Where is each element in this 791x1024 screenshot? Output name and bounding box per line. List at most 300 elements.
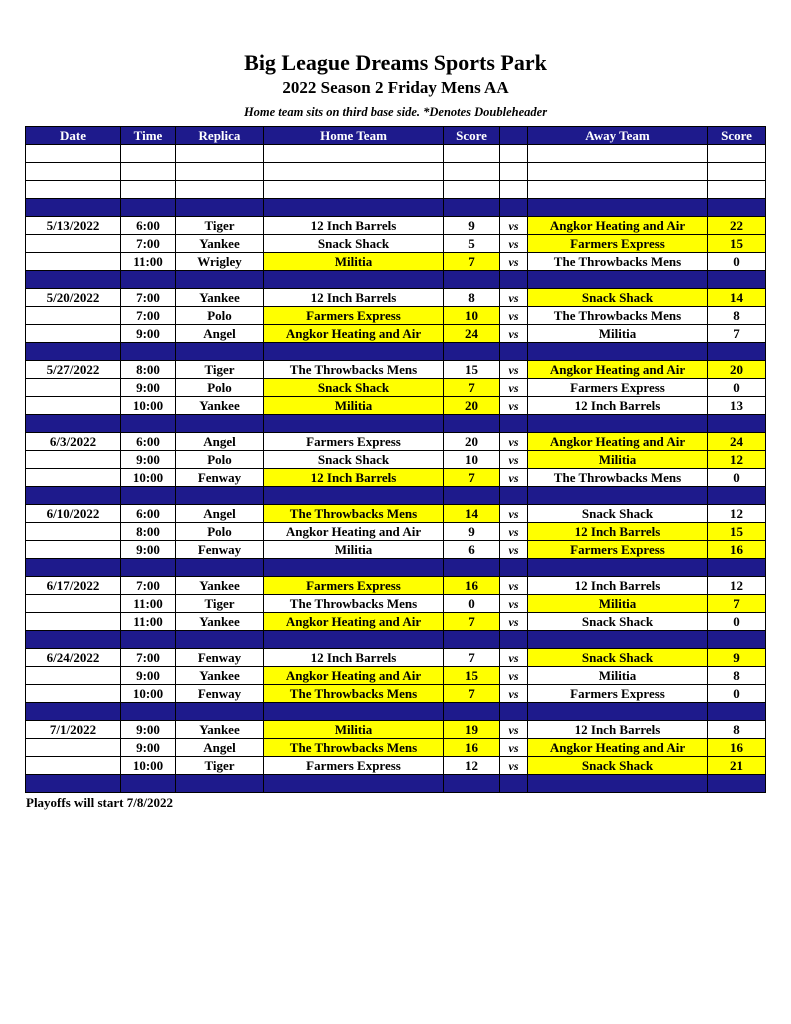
- blank-cell: [121, 181, 176, 199]
- vs-cell: vs: [500, 577, 528, 595]
- time-cell: 6:00: [121, 505, 176, 523]
- replica-cell: Tiger: [176, 361, 264, 379]
- replica-cell: Angel: [176, 325, 264, 343]
- separator-cell: [26, 559, 121, 577]
- away-team-cell: 12 Inch Barrels: [528, 397, 708, 415]
- separator-cell: [121, 703, 176, 721]
- home-score-cell: 16: [444, 739, 500, 757]
- home-score-cell: 12: [444, 757, 500, 775]
- away-score-cell: 7: [708, 325, 766, 343]
- away-team-cell: Angkor Heating and Air: [528, 739, 708, 757]
- replica-cell: Yankee: [176, 577, 264, 595]
- away-team-cell: Militia: [528, 451, 708, 469]
- separator-cell: [444, 343, 500, 361]
- separator-cell: [176, 271, 264, 289]
- time-cell: 10:00: [121, 757, 176, 775]
- away-team-cell: 12 Inch Barrels: [528, 523, 708, 541]
- date-cell: [26, 685, 121, 703]
- date-cell: [26, 235, 121, 253]
- separator-cell: [176, 559, 264, 577]
- home-score-cell: 15: [444, 361, 500, 379]
- home-team-cell: The Throwbacks Mens: [264, 685, 444, 703]
- away-score-cell: 15: [708, 523, 766, 541]
- time-cell: 7:00: [121, 649, 176, 667]
- time-cell: 6:00: [121, 433, 176, 451]
- game-row: [26, 685, 766, 703]
- replica-cell: Wrigley: [176, 253, 264, 271]
- replica-cell: Angel: [176, 739, 264, 757]
- blank-cell: [500, 181, 528, 199]
- game-row: [26, 541, 766, 559]
- home-score-cell: 10: [444, 307, 500, 325]
- separator-cell: [264, 703, 444, 721]
- blank-cell: [444, 181, 500, 199]
- separator-cell: [264, 415, 444, 433]
- home-team-cell: Farmers Express: [264, 757, 444, 775]
- game-row: [26, 325, 766, 343]
- separator-cell: [121, 199, 176, 217]
- away-score-cell: 8: [708, 307, 766, 325]
- time-cell: 10:00: [121, 685, 176, 703]
- col-header-away-team: Away Team: [528, 127, 708, 145]
- away-team-cell: Snack Shack: [528, 757, 708, 775]
- separator-cell: [26, 199, 121, 217]
- col-header-vs: [500, 127, 528, 145]
- home-team-cell: The Throwbacks Mens: [264, 505, 444, 523]
- time-cell: 9:00: [121, 667, 176, 685]
- home-score-cell: 7: [444, 379, 500, 397]
- replica-cell: Yankee: [176, 667, 264, 685]
- away-score-cell: 15: [708, 235, 766, 253]
- blank-cell: [176, 163, 264, 181]
- vs-cell: vs: [500, 541, 528, 559]
- home-score-cell: 15: [444, 667, 500, 685]
- separator-cell: [500, 559, 528, 577]
- separator-cell: [121, 487, 176, 505]
- blank-row: [26, 145, 766, 163]
- home-score-cell: 14: [444, 505, 500, 523]
- replica-cell: Yankee: [176, 235, 264, 253]
- away-team-cell: 12 Inch Barrels: [528, 721, 708, 739]
- schedule-body: [26, 145, 766, 793]
- replica-cell: Fenway: [176, 541, 264, 559]
- replica-cell: Yankee: [176, 721, 264, 739]
- separator-cell: [708, 199, 766, 217]
- blank-cell: [500, 145, 528, 163]
- away-team-cell: Militia: [528, 595, 708, 613]
- vs-cell: vs: [500, 361, 528, 379]
- header-row: [26, 127, 766, 145]
- week-separator-row: [26, 343, 766, 361]
- vs-cell: vs: [500, 289, 528, 307]
- time-cell: 11:00: [121, 613, 176, 631]
- vs-cell: vs: [500, 505, 528, 523]
- replica-cell: Fenway: [176, 685, 264, 703]
- game-row: [26, 289, 766, 307]
- week-separator-row: [26, 559, 766, 577]
- home-score-cell: 20: [444, 397, 500, 415]
- game-row: [26, 757, 766, 775]
- time-cell: 9:00: [121, 739, 176, 757]
- time-cell: 11:00: [121, 595, 176, 613]
- date-cell: [26, 757, 121, 775]
- time-cell: 8:00: [121, 523, 176, 541]
- game-row: [26, 505, 766, 523]
- replica-cell: Polo: [176, 307, 264, 325]
- home-team-cell: Angkor Heating and Air: [264, 667, 444, 685]
- home-score-cell: 10: [444, 451, 500, 469]
- home-team-cell: Angkor Heating and Air: [264, 325, 444, 343]
- separator-cell: [528, 199, 708, 217]
- separator-cell: [500, 703, 528, 721]
- date-cell: 6/24/2022: [26, 649, 121, 667]
- replica-cell: Polo: [176, 451, 264, 469]
- col-header-time: Time: [121, 127, 176, 145]
- time-cell: 9:00: [121, 541, 176, 559]
- replica-cell: Polo: [176, 379, 264, 397]
- separator-cell: [528, 271, 708, 289]
- vs-cell: vs: [500, 451, 528, 469]
- time-cell: 9:00: [121, 721, 176, 739]
- blank-row: [26, 181, 766, 199]
- time-cell: 7:00: [121, 307, 176, 325]
- date-cell: [26, 613, 121, 631]
- away-team-cell: The Throwbacks Mens: [528, 307, 708, 325]
- separator-cell: [176, 487, 264, 505]
- game-row: [26, 739, 766, 757]
- home-score-cell: 9: [444, 217, 500, 235]
- date-cell: [26, 397, 121, 415]
- blank-cell: [528, 163, 708, 181]
- col-header-home-team: Home Team: [264, 127, 444, 145]
- separator-cell: [264, 559, 444, 577]
- home-team-cell: Angkor Heating and Air: [264, 613, 444, 631]
- home-score-cell: 19: [444, 721, 500, 739]
- blank-cell: [708, 145, 766, 163]
- home-score-cell: 9: [444, 523, 500, 541]
- home-team-cell: Militia: [264, 721, 444, 739]
- time-cell: 10:00: [121, 397, 176, 415]
- game-row: [26, 253, 766, 271]
- date-cell: [26, 379, 121, 397]
- separator-cell: [121, 559, 176, 577]
- away-team-cell: Farmers Express: [528, 541, 708, 559]
- separator-cell: [121, 415, 176, 433]
- replica-cell: Tiger: [176, 757, 264, 775]
- away-score-cell: 8: [708, 721, 766, 739]
- separator-cell: [444, 775, 500, 793]
- time-cell: 9:00: [121, 451, 176, 469]
- game-row: [26, 451, 766, 469]
- away-score-cell: 0: [708, 685, 766, 703]
- schedule-note: Home team sits on third base side. *Denotes Doubleheader: [243, 105, 548, 119]
- separator-cell: [176, 631, 264, 649]
- separator-cell: [26, 415, 121, 433]
- separator-cell: [444, 271, 500, 289]
- separator-cell: [26, 271, 121, 289]
- blank-cell: [708, 163, 766, 181]
- replica-cell: Polo: [176, 523, 264, 541]
- date-cell: [26, 253, 121, 271]
- home-team-cell: Farmers Express: [264, 577, 444, 595]
- home-team-cell: The Throwbacks Mens: [264, 595, 444, 613]
- blank-cell: [176, 145, 264, 163]
- separator-cell: [528, 415, 708, 433]
- home-team-cell: The Throwbacks Mens: [264, 739, 444, 757]
- vs-cell: vs: [500, 595, 528, 613]
- date-cell: 5/27/2022: [26, 361, 121, 379]
- home-score-cell: 7: [444, 613, 500, 631]
- away-score-cell: 9: [708, 649, 766, 667]
- blank-cell: [444, 145, 500, 163]
- away-team-cell: Farmers Express: [528, 379, 708, 397]
- blank-cell: [176, 181, 264, 199]
- replica-cell: Yankee: [176, 613, 264, 631]
- col-header-date: Date: [26, 127, 121, 145]
- away-team-cell: Farmers Express: [528, 235, 708, 253]
- separator-cell: [444, 559, 500, 577]
- separator-cell: [121, 271, 176, 289]
- away-team-cell: 12 Inch Barrels: [528, 577, 708, 595]
- vs-cell: vs: [500, 235, 528, 253]
- game-row: [26, 433, 766, 451]
- home-score-cell: 7: [444, 253, 500, 271]
- date-cell: [26, 451, 121, 469]
- separator-cell: [528, 559, 708, 577]
- replica-cell: Fenway: [176, 649, 264, 667]
- separator-cell: [708, 631, 766, 649]
- home-team-cell: The Throwbacks Mens: [264, 361, 444, 379]
- away-team-cell: Snack Shack: [528, 289, 708, 307]
- away-score-cell: 0: [708, 379, 766, 397]
- home-team-cell: 12 Inch Barrels: [264, 469, 444, 487]
- home-team-cell: Angkor Heating and Air: [264, 523, 444, 541]
- away-team-cell: The Throwbacks Mens: [528, 253, 708, 271]
- time-cell: 8:00: [121, 361, 176, 379]
- vs-cell: vs: [500, 739, 528, 757]
- home-team-cell: Farmers Express: [264, 307, 444, 325]
- vs-cell: vs: [500, 667, 528, 685]
- week-separator-row: [26, 487, 766, 505]
- away-score-cell: 21: [708, 757, 766, 775]
- replica-cell: Yankee: [176, 397, 264, 415]
- game-row: [26, 379, 766, 397]
- game-row: [26, 667, 766, 685]
- date-cell: [26, 469, 121, 487]
- col-header-away-score: Score: [708, 127, 766, 145]
- separator-cell: [26, 631, 121, 649]
- date-cell: [26, 523, 121, 541]
- away-team-cell: Snack Shack: [528, 649, 708, 667]
- separator-cell: [500, 415, 528, 433]
- game-row: [26, 397, 766, 415]
- date-cell: 6/10/2022: [26, 505, 121, 523]
- separator-cell: [264, 271, 444, 289]
- blank-cell: [528, 145, 708, 163]
- separator-cell: [708, 487, 766, 505]
- separator-cell: [708, 343, 766, 361]
- separator-cell: [444, 631, 500, 649]
- separator-cell: [121, 631, 176, 649]
- blank-cell: [26, 181, 121, 199]
- separator-cell: [444, 487, 500, 505]
- page-title: Big League Dreams Sports Park: [244, 50, 547, 75]
- blank-cell: [121, 163, 176, 181]
- separator-cell: [26, 775, 121, 793]
- date-cell: [26, 307, 121, 325]
- home-team-cell: Snack Shack: [264, 451, 444, 469]
- blank-row: [26, 163, 766, 181]
- separator-cell: [444, 703, 500, 721]
- time-cell: 6:00: [121, 217, 176, 235]
- col-header-home-score: Score: [444, 127, 500, 145]
- vs-cell: vs: [500, 397, 528, 415]
- home-score-cell: 16: [444, 577, 500, 595]
- away-team-cell: Snack Shack: [528, 505, 708, 523]
- replica-cell: Tiger: [176, 217, 264, 235]
- home-team-cell: 12 Inch Barrels: [264, 217, 444, 235]
- separator-cell: [708, 415, 766, 433]
- vs-cell: vs: [500, 379, 528, 397]
- separator-cell: [264, 631, 444, 649]
- date-cell: 7/1/2022: [26, 721, 121, 739]
- time-cell: 7:00: [121, 289, 176, 307]
- separator-cell: [528, 703, 708, 721]
- separator-cell: [176, 199, 264, 217]
- home-team-cell: Farmers Express: [264, 433, 444, 451]
- replica-cell: Yankee: [176, 289, 264, 307]
- separator-cell: [176, 343, 264, 361]
- away-team-cell: Angkor Heating and Air: [528, 217, 708, 235]
- away-team-cell: Angkor Heating and Air: [528, 361, 708, 379]
- date-cell: 5/13/2022: [26, 217, 121, 235]
- home-team-cell: Militia: [264, 397, 444, 415]
- playoffs-footnote: Playoffs will start 7/8/2022: [26, 795, 173, 810]
- home-team-cell: Militia: [264, 541, 444, 559]
- blank-cell: [264, 145, 444, 163]
- away-team-cell: Angkor Heating and Air: [528, 433, 708, 451]
- date-cell: 6/17/2022: [26, 577, 121, 595]
- game-row: [26, 613, 766, 631]
- home-score-cell: 0: [444, 595, 500, 613]
- game-row: [26, 649, 766, 667]
- separator-cell: [708, 775, 766, 793]
- home-team-cell: Militia: [264, 253, 444, 271]
- away-score-cell: 20: [708, 361, 766, 379]
- replica-cell: Fenway: [176, 469, 264, 487]
- vs-cell: vs: [500, 685, 528, 703]
- blank-cell: [708, 181, 766, 199]
- game-row: [26, 361, 766, 379]
- away-score-cell: 12: [708, 505, 766, 523]
- separator-cell: [708, 703, 766, 721]
- blank-cell: [444, 163, 500, 181]
- time-cell: 7:00: [121, 577, 176, 595]
- home-score-cell: 7: [444, 469, 500, 487]
- vs-cell: vs: [500, 433, 528, 451]
- date-cell: 6/3/2022: [26, 433, 121, 451]
- away-score-cell: 8: [708, 667, 766, 685]
- away-score-cell: 16: [708, 739, 766, 757]
- separator-cell: [264, 775, 444, 793]
- date-cell: [26, 325, 121, 343]
- blank-cell: [121, 145, 176, 163]
- separator-cell: [176, 775, 264, 793]
- date-cell: 5/20/2022: [26, 289, 121, 307]
- separator-cell: [708, 559, 766, 577]
- blank-cell: [26, 163, 121, 181]
- time-cell: 9:00: [121, 325, 176, 343]
- separator-cell: [26, 703, 121, 721]
- vs-cell: vs: [500, 307, 528, 325]
- game-row: [26, 217, 766, 235]
- game-row: [26, 595, 766, 613]
- week-separator-row: [26, 775, 766, 793]
- time-cell: 11:00: [121, 253, 176, 271]
- away-team-cell: Farmers Express: [528, 685, 708, 703]
- time-cell: 7:00: [121, 235, 176, 253]
- separator-cell: [528, 343, 708, 361]
- separator-cell: [528, 631, 708, 649]
- away-score-cell: 22: [708, 217, 766, 235]
- vs-cell: vs: [500, 721, 528, 739]
- away-score-cell: 24: [708, 433, 766, 451]
- date-cell: [26, 595, 121, 613]
- separator-cell: [176, 415, 264, 433]
- separator-cell: [528, 487, 708, 505]
- away-team-cell: Militia: [528, 667, 708, 685]
- separator-cell: [26, 487, 121, 505]
- week-separator-row: [26, 631, 766, 649]
- vs-cell: vs: [500, 325, 528, 343]
- home-score-cell: 7: [444, 685, 500, 703]
- replica-cell: Angel: [176, 505, 264, 523]
- blank-cell: [264, 181, 444, 199]
- home-score-cell: 5: [444, 235, 500, 253]
- away-score-cell: 0: [708, 613, 766, 631]
- home-team-cell: Snack Shack: [264, 235, 444, 253]
- separator-cell: [444, 199, 500, 217]
- vs-cell: vs: [500, 757, 528, 775]
- home-score-cell: 24: [444, 325, 500, 343]
- separator-cell: [264, 343, 444, 361]
- col-header-replica: Replica: [176, 127, 264, 145]
- separator-cell: [26, 343, 121, 361]
- separator-cell: [500, 271, 528, 289]
- away-score-cell: 0: [708, 253, 766, 271]
- home-team-cell: 12 Inch Barrels: [264, 289, 444, 307]
- home-score-cell: 8: [444, 289, 500, 307]
- separator-cell: [264, 487, 444, 505]
- date-cell: [26, 667, 121, 685]
- separator-cell: [121, 775, 176, 793]
- away-score-cell: 12: [708, 451, 766, 469]
- away-team-cell: Militia: [528, 325, 708, 343]
- home-team-cell: Snack Shack: [264, 379, 444, 397]
- vs-cell: vs: [500, 217, 528, 235]
- home-score-cell: 7: [444, 649, 500, 667]
- date-cell: [26, 541, 121, 559]
- blank-cell: [264, 163, 444, 181]
- separator-cell: [176, 703, 264, 721]
- blank-cell: [528, 181, 708, 199]
- separator-cell: [708, 271, 766, 289]
- replica-cell: Angel: [176, 433, 264, 451]
- away-score-cell: 14: [708, 289, 766, 307]
- week-separator-row: [26, 415, 766, 433]
- separator-cell: [121, 343, 176, 361]
- home-score-cell: 20: [444, 433, 500, 451]
